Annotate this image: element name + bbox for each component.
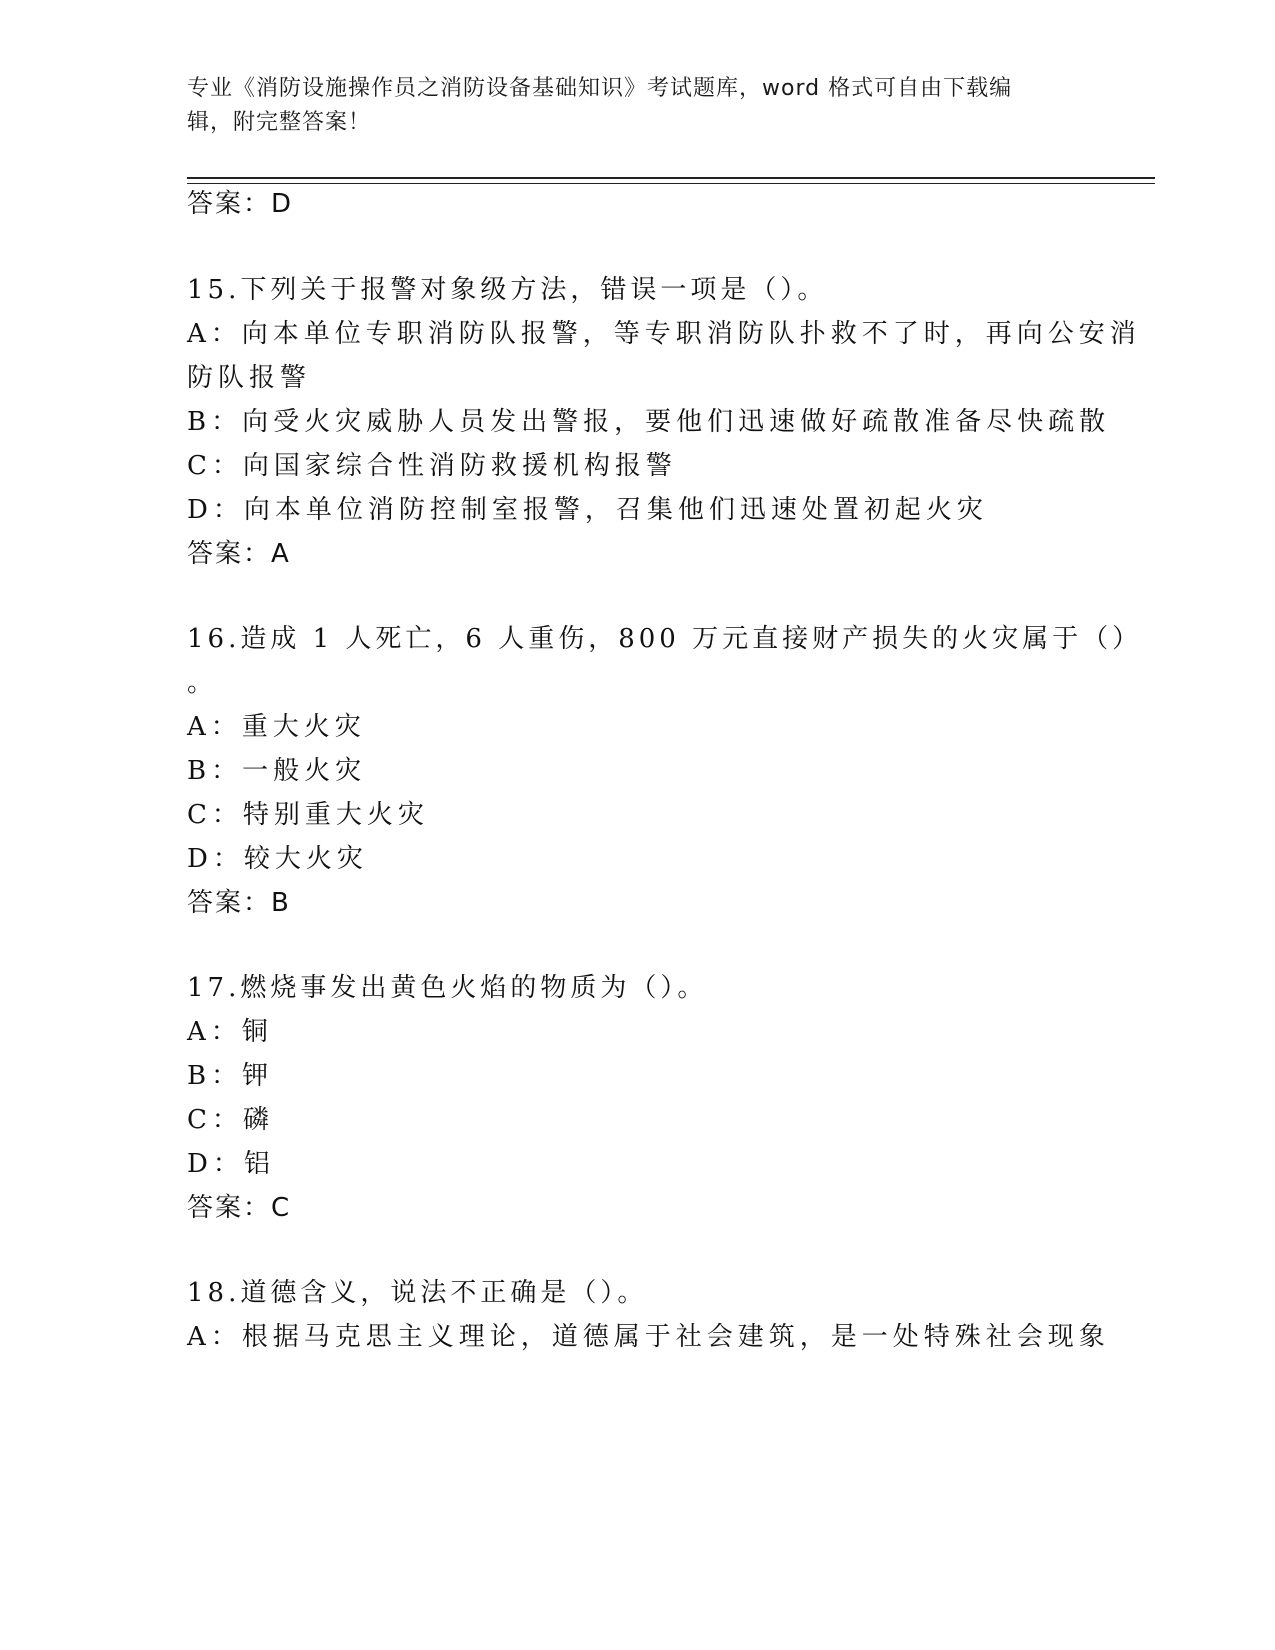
question-16-option-a: A：重大火灾 (187, 712, 366, 742)
question-15-stem: 15.下列关于报警对象级方法，错误一项是（）。 (187, 275, 828, 305)
header-line-1: 专业《消防设施操作员之消防设备基础知识》考试题库，word 格式可自由下载编 (187, 76, 1013, 101)
question-16-stem-cont: 。 (187, 668, 218, 698)
answer-previous: 答案：D (187, 189, 294, 219)
document-header (187, 72, 1087, 140)
question-16-stem: 16.造成 1 人死亡，6 人重伤，800 万元直接财产损失的火灾属于（） (187, 624, 1143, 654)
question-15-answer: 答案：A (187, 539, 291, 569)
header-line-2: 辑，附完整答案！ (187, 110, 372, 135)
question-17-stem: 17.燃烧事发出黄色火焰的物质为（）。 (187, 973, 708, 1003)
question-18-stem: 18.道德含义，说法不正确是（）。 (187, 1278, 648, 1308)
question-15-option-d: D：向本单位消防控制室报警，召集他们迅速处置初起火灾 (187, 495, 988, 525)
question-15-option-c: C：向国家综合性消防救援机构报警 (187, 451, 677, 481)
question-17-option-d: D：铝 (187, 1149, 275, 1179)
question-15-option-b: B：向受火灾威胁人员发出警报，要他们迅速做好疏散准备尽快疏散 (187, 407, 1111, 437)
question-18-option-a: A：根据马克思主义理论，道德属于社会建筑，是一处特殊社会现象 (187, 1322, 1110, 1352)
header-divider-thin (187, 183, 1155, 184)
question-17-option-b: B：钾 (187, 1061, 274, 1091)
question-17-option-c: C：磷 (187, 1105, 274, 1135)
question-15-option-a: A：向本单位专职消防队报警，等专职消防队扑救不了时，再向公安消 (187, 319, 1141, 349)
question-16-answer: 答案：B (187, 888, 291, 918)
question-16-option-d: D：较大火灾 (187, 844, 368, 874)
question-15-option-a-cont: 防队报警 (187, 363, 312, 393)
question-17-answer: 答案：C (187, 1193, 292, 1223)
question-17-option-a: A：铜 (187, 1017, 273, 1047)
header-divider-thick (187, 177, 1155, 179)
question-16-option-c: C：特别重大火灾 (187, 800, 429, 830)
question-16-option-b: B：一般火灾 (187, 756, 367, 786)
